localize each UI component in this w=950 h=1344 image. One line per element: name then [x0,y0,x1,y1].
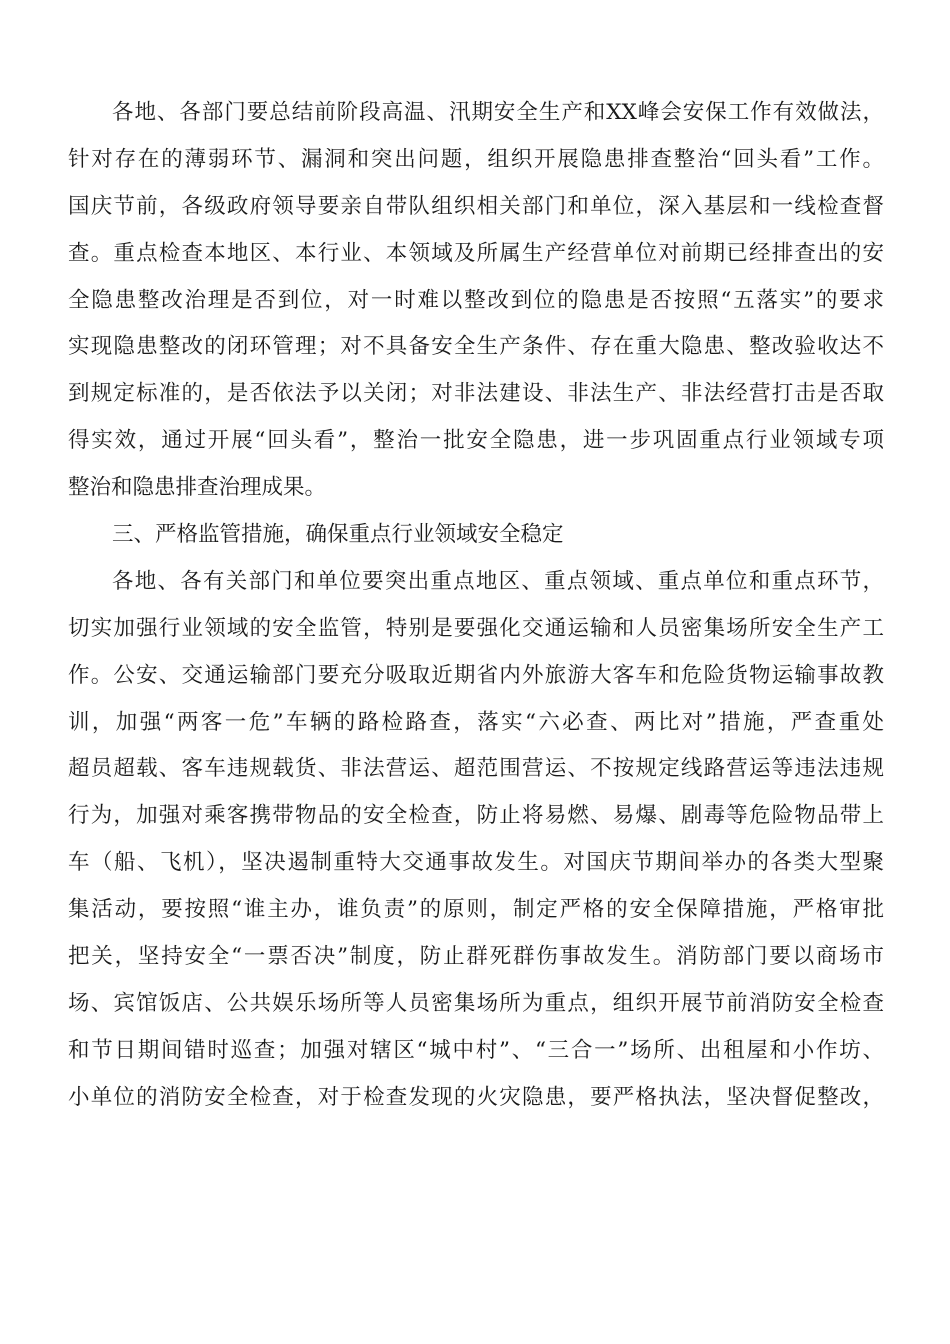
text-line: 集活动，要按照“谁主办，谁负责”的原则，制定严格的安全保障措施，严格审批 [68,897,884,923]
text-line: 行为，加强对乘客携带物品的安全检查，防止将易燃、易爆、剧毒等危险物品带上 [68,803,884,829]
text-line: 针对存在的薄弱环节、漏洞和突出问题，组织开展隐患排查整治“回头看”工作。 [68,146,884,172]
paragraph-supervision-measures [68,559,884,1122]
text-line: 超员超载、客车违规载货、非法营运、超范围营运、不按规定线路营运等违法违规 [68,756,884,782]
text-line: 到规定标准的，是否依法予以关闭；对非法建设、非法生产、非法经营打击是否取 [68,381,884,407]
text-line: 切实加强行业领域的安全监管，特别是要强化交通运输和人员密集场所安全生产工 [68,615,884,641]
text-line: 场、宾馆饭店、公共娱乐场所等人员密集场所为重点，组织开展节前消防安全检查 [68,990,884,1016]
document-body [68,90,884,1122]
text-line: 实现隐患整改的闭环管理；对不具备安全生产条件、存在重大隐患、整改验收达不 [68,334,884,360]
text-line: 查。重点检查本地区、本行业、本领域及所属生产经营单位对前期已经排查出的安 [68,240,884,266]
text-line: 和节日期间错时巡查；加强对辖区“城中村”、“三合一”场所、出租屋和小作坊、 [68,1037,884,1063]
section-heading: 三、严格监管措施，确保重点行业领域安全稳定 [112,522,564,548]
text-line: 作。公安、交通运输部门要充分吸取近期省内外旅游大客车和危险货物运输事故教 [68,662,884,688]
text-line: 国庆节前，各级政府领导要亲自带队组织相关部门和单位，深入基层和一线检查督 [68,193,884,219]
text-line: 车（船、飞机），坚决遏制重特大交通事故发生。对国庆节期间举办的各类大型聚 [68,850,884,876]
text-line: 全隐患整改治理是否到位，对一时难以整改到位的隐患是否按照“五落实”的要求 [68,287,884,313]
text-line: 把关，坚持安全“一票否决”制度，防止群死群伤事故发生。消防部门要以商场市 [68,944,884,970]
text-line: 小单位的消防安全检查，对于检查发现的火灾隐患，要严格执法，坚决督促整改， [68,1084,884,1110]
text-line: 整治和隐患排查治理成果。 [68,475,327,501]
text-line: 训，加强“两客一危”车辆的路检路查，落实“六必查、两比对”措施，严查重处 [68,709,884,735]
paragraph-hidden-danger-review [68,90,884,512]
text-line: 得实效，通过开展“回头看”，整治一批安全隐患，进一步巩固重点行业领域专项 [68,428,884,454]
text-line: 各地、各有关部门和单位要突出重点地区、重点领域、重点单位和重点环节， [112,568,884,594]
text-line: 各地、各部门要总结前阶段高温、汛期安全生产和XX峰会安保工作有效做法， [112,100,884,125]
